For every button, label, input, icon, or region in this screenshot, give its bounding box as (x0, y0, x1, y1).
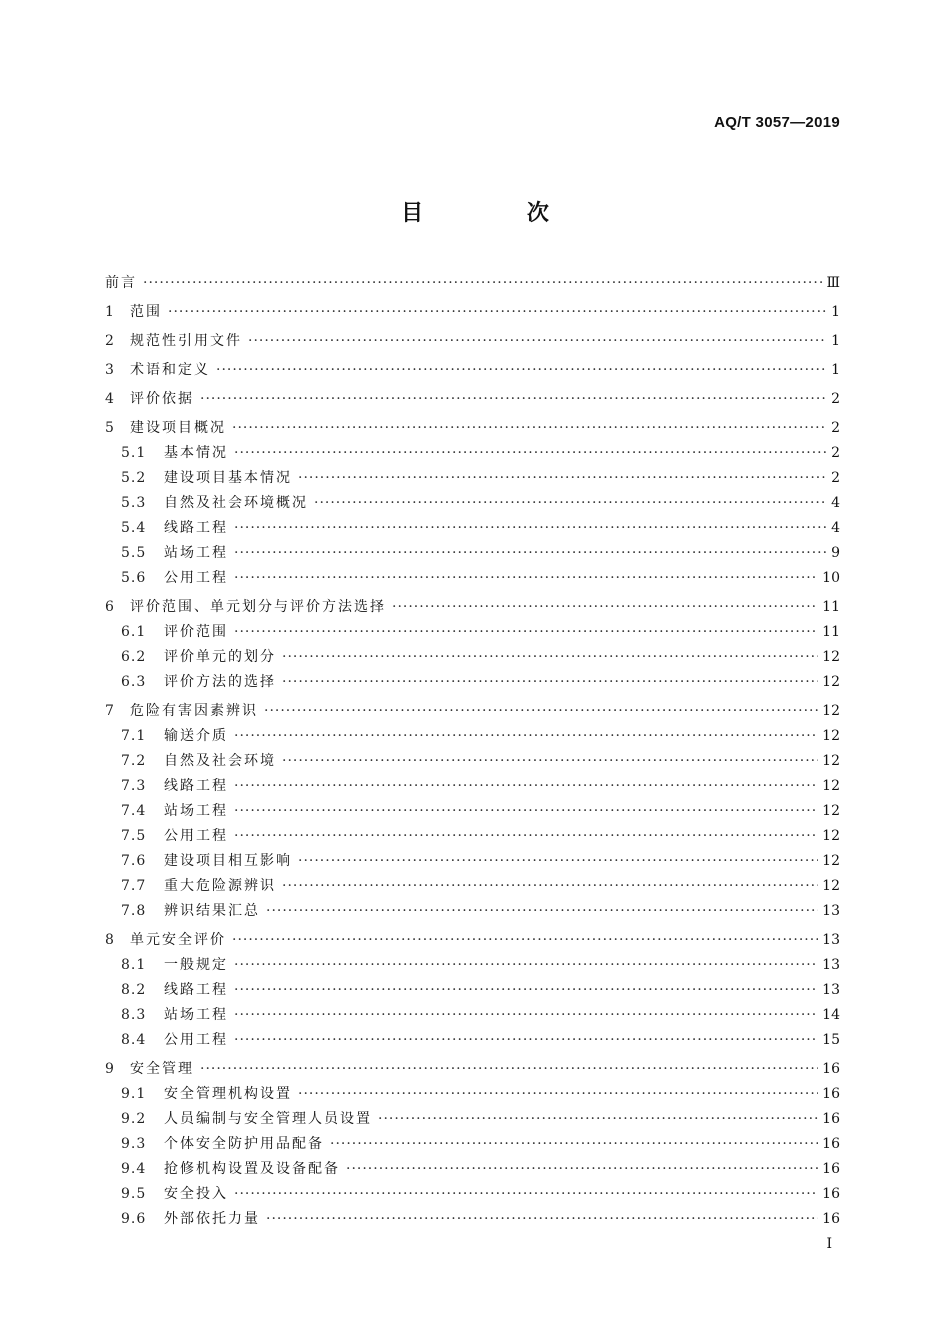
toc-number: 8 (105, 932, 114, 948)
toc-subentry[interactable] (121, 542, 840, 564)
toc-page-number: 12 (822, 853, 840, 869)
toc-subentry[interactable] (121, 621, 840, 643)
toc-dot-leader (234, 442, 826, 464)
toc-dot-leader (234, 1029, 818, 1051)
toc-label: 站场工程 (164, 545, 228, 561)
toc-page-number: 12 (822, 803, 840, 819)
toc-dot-leader (378, 1108, 818, 1130)
toc-label: 前言 (105, 275, 137, 291)
toc-label: 建设项目基本情况 (164, 470, 292, 486)
toc-number: 9.4 (121, 1161, 147, 1177)
toc-page-number: 11 (822, 599, 840, 615)
toc-dot-leader (264, 700, 818, 722)
toc-label: 评价依据 (130, 391, 194, 407)
toc-subentry[interactable] (121, 467, 840, 489)
toc-number: 5.3 (121, 495, 147, 511)
toc-dot-leader (232, 929, 818, 951)
toc-number: 4 (105, 391, 114, 407)
toc-entry[interactable] (105, 417, 840, 439)
toc-dot-leader (346, 1158, 818, 1180)
toc-label: 安全管理机构设置 (164, 1086, 292, 1102)
toc-number: 3 (105, 362, 114, 378)
toc-label: 安全管理 (130, 1061, 194, 1077)
toc-dot-leader (234, 825, 818, 847)
toc-dot-leader (282, 646, 818, 668)
toc-label: 抢修机构设置及设备配备 (164, 1161, 340, 1177)
toc-number: 7.3 (121, 778, 147, 794)
toc-page-number: 2 (831, 391, 840, 407)
toc-page-number: 16 (822, 1061, 840, 1077)
toc-page-number: 4 (831, 495, 840, 511)
toc-subentry[interactable] (121, 671, 840, 693)
toc-label: 人员编制与安全管理人员设置 (164, 1111, 372, 1127)
toc-label: 自然及社会环境概况 (164, 495, 308, 511)
toc-number: 8.4 (121, 1032, 147, 1048)
toc-label: 评价范围 (164, 624, 228, 640)
toc-page-number: 13 (822, 982, 840, 998)
toc-label: 建设项目概况 (130, 420, 226, 436)
toc-page-number: 9 (831, 545, 840, 561)
toc-number: 6.2 (121, 649, 147, 665)
toc-label: 输送介质 (164, 728, 228, 744)
toc-entry[interactable] (105, 330, 840, 352)
toc-subentry[interactable] (121, 1108, 840, 1130)
toc-dot-leader (168, 301, 826, 323)
toc-number: 5.1 (121, 445, 147, 461)
toc-subentry[interactable] (121, 1133, 840, 1155)
toc-page-number: 12 (822, 674, 840, 690)
toc-dot-leader (282, 750, 818, 772)
toc-label: 自然及社会环境 (164, 753, 276, 769)
toc-subentry[interactable] (121, 825, 840, 847)
toc-page-number: 12 (822, 828, 840, 844)
toc-subentry[interactable] (121, 725, 840, 747)
toc-entry[interactable] (105, 359, 840, 381)
toc-dot-leader (234, 725, 818, 747)
toc-number: 5.6 (121, 570, 147, 586)
toc-page-number: 13 (822, 957, 840, 973)
toc-entry[interactable] (105, 1058, 840, 1080)
toc-page-number: 10 (822, 570, 840, 586)
toc-subentry[interactable] (121, 900, 840, 922)
toc-subentry[interactable] (121, 492, 840, 514)
toc-page-number: 11 (822, 624, 840, 640)
toc-subentry[interactable] (121, 800, 840, 822)
page-number: I (826, 1236, 832, 1252)
toc-entry[interactable] (105, 388, 840, 410)
toc-page-number: 14 (822, 1007, 840, 1023)
toc-number: 5.4 (121, 520, 147, 536)
toc-subentry[interactable] (121, 1158, 840, 1180)
toc-label: 危险有害因素辨识 (130, 703, 258, 719)
toc-page-number: Ⅲ (826, 275, 840, 291)
toc-label: 线路工程 (164, 982, 228, 998)
toc-dot-leader (298, 850, 818, 872)
toc-dot-leader (200, 388, 826, 410)
toc-dot-leader (234, 775, 818, 797)
toc-dot-leader (282, 671, 818, 693)
toc-dot-leader (234, 542, 826, 564)
toc-dot-leader (234, 954, 818, 976)
toc-label: 公用工程 (164, 570, 228, 586)
toc-label: 术语和定义 (130, 362, 210, 378)
toc-label: 安全投入 (164, 1186, 228, 1202)
toc-number: 1 (105, 304, 114, 320)
toc-label: 一般规定 (164, 957, 228, 973)
toc-number: 7.8 (121, 903, 147, 919)
toc-dot-leader (282, 875, 818, 897)
toc-dot-leader (298, 1083, 818, 1105)
toc-label: 站场工程 (164, 1007, 228, 1023)
toc-page-number: 16 (822, 1211, 840, 1227)
toc-subentry[interactable] (121, 1183, 840, 1205)
toc-number: 6 (105, 599, 114, 615)
toc-dot-leader (298, 467, 826, 489)
toc-entry[interactable] (105, 301, 840, 323)
toc-label: 重大危险源辨识 (164, 878, 276, 894)
toc-page-number: 16 (822, 1111, 840, 1127)
toc-dot-leader (314, 492, 826, 514)
toc-subentry[interactable] (121, 1083, 840, 1105)
toc-number: 5.2 (121, 470, 147, 486)
toc-label: 规范性引用文件 (130, 333, 242, 349)
toc-number: 7.1 (121, 728, 147, 744)
toc-dot-leader (234, 567, 818, 589)
toc-page-number: 1 (831, 333, 840, 349)
toc-dot-leader (200, 1058, 818, 1080)
toc-entry[interactable] (105, 272, 840, 294)
toc-label: 单元安全评价 (130, 932, 226, 948)
toc-number: 5.5 (121, 545, 147, 561)
toc-number: 8.2 (121, 982, 147, 998)
toc-page-number: 16 (822, 1186, 840, 1202)
toc-entry[interactable] (105, 596, 840, 618)
toc-page-number: 12 (822, 878, 840, 894)
toc-page-number: 16 (822, 1161, 840, 1177)
toc-label: 评价单元的划分 (164, 649, 276, 665)
toc-number: 9.1 (121, 1086, 147, 1102)
toc-subentry[interactable] (121, 646, 840, 668)
toc-number: 9 (105, 1061, 114, 1077)
toc-label: 评价范围、单元划分与评价方法选择 (130, 599, 386, 615)
toc-dot-leader (266, 900, 818, 922)
toc-dot-leader (234, 1004, 818, 1026)
toc-dot-leader (234, 979, 818, 1001)
toc-number: 6.1 (121, 624, 147, 640)
toc-label: 建设项目相互影响 (164, 853, 292, 869)
toc-subentry[interactable] (121, 850, 840, 872)
toc-number: 7.2 (121, 753, 147, 769)
toc-entry[interactable] (105, 700, 840, 722)
toc-subentry[interactable] (121, 1208, 840, 1230)
toc-page-number: 12 (822, 649, 840, 665)
toc-page-number: 12 (822, 778, 840, 794)
toc-subentry[interactable] (121, 775, 840, 797)
toc-dot-leader (248, 330, 826, 352)
toc-label: 范围 (130, 304, 162, 320)
toc-page-number: 2 (831, 470, 840, 486)
toc-number: 7.4 (121, 803, 147, 819)
toc-dot-leader (266, 1208, 818, 1230)
toc-number: 9.2 (121, 1111, 147, 1127)
toc-subentry[interactable] (121, 875, 840, 897)
toc-page-number: 15 (822, 1032, 840, 1048)
toc-number: 7.7 (121, 878, 147, 894)
toc-label: 公用工程 (164, 1032, 228, 1048)
toc-dot-leader (234, 1183, 818, 1205)
toc-page-number: 16 (822, 1086, 840, 1102)
toc-number: 9.5 (121, 1186, 147, 1202)
toc-dot-leader (330, 1133, 818, 1155)
toc-label: 个体安全防护用品配备 (164, 1136, 324, 1152)
toc-page-number: 2 (831, 445, 840, 461)
toc-label: 辨识结果汇总 (164, 903, 260, 919)
toc-number: 7 (105, 703, 114, 719)
toc-number: 8.3 (121, 1007, 147, 1023)
toc-page-number: 1 (831, 304, 840, 320)
standard-code: AQ/T 3057—2019 (714, 114, 840, 131)
toc-page-number: 4 (831, 520, 840, 536)
toc-page-number: 13 (822, 903, 840, 919)
toc-page-number: 12 (822, 703, 840, 719)
toc-entry[interactable] (105, 929, 840, 951)
toc-number: 8.1 (121, 957, 147, 973)
toc-subentry[interactable] (121, 954, 840, 976)
toc-subentry[interactable] (121, 442, 840, 464)
toc-dot-leader (234, 800, 818, 822)
toc-page-number: 12 (822, 728, 840, 744)
toc-number: 9.6 (121, 1211, 147, 1227)
toc-page-number: 12 (822, 753, 840, 769)
toc-dot-leader (392, 596, 818, 618)
toc-number: 5 (105, 420, 114, 436)
toc-number: 2 (105, 333, 114, 349)
toc-page-number: 16 (822, 1136, 840, 1152)
toc-label: 评价方法的选择 (164, 674, 276, 690)
toc-label: 外部依托力量 (164, 1211, 260, 1227)
toc-label: 站场工程 (164, 803, 228, 819)
toc-subentry[interactable] (121, 750, 840, 772)
toc-subentry[interactable] (121, 567, 840, 589)
toc-dot-leader (234, 517, 826, 539)
toc-dot-leader (216, 359, 826, 381)
toc-page-number: 13 (822, 932, 840, 948)
toc-page-number: 1 (831, 362, 840, 378)
toc-subentry[interactable] (121, 1004, 840, 1026)
toc-subentry[interactable] (121, 517, 840, 539)
toc-label: 线路工程 (164, 778, 228, 794)
toc-page-number: 2 (831, 420, 840, 436)
toc-label: 线路工程 (164, 520, 228, 536)
toc-dot-leader (143, 272, 822, 294)
toc-number: 9.3 (121, 1136, 147, 1152)
toc-subentry[interactable] (121, 979, 840, 1001)
toc-dot-leader (232, 417, 826, 439)
toc-label: 基本情况 (164, 445, 228, 461)
toc-number: 7.6 (121, 853, 147, 869)
toc-dot-leader (234, 621, 818, 643)
toc-number: 7.5 (121, 828, 147, 844)
toc-number: 6.3 (121, 674, 147, 690)
page-title: 目 次 (401, 201, 597, 226)
toc-subentry[interactable] (121, 1029, 840, 1051)
toc-label: 公用工程 (164, 828, 228, 844)
